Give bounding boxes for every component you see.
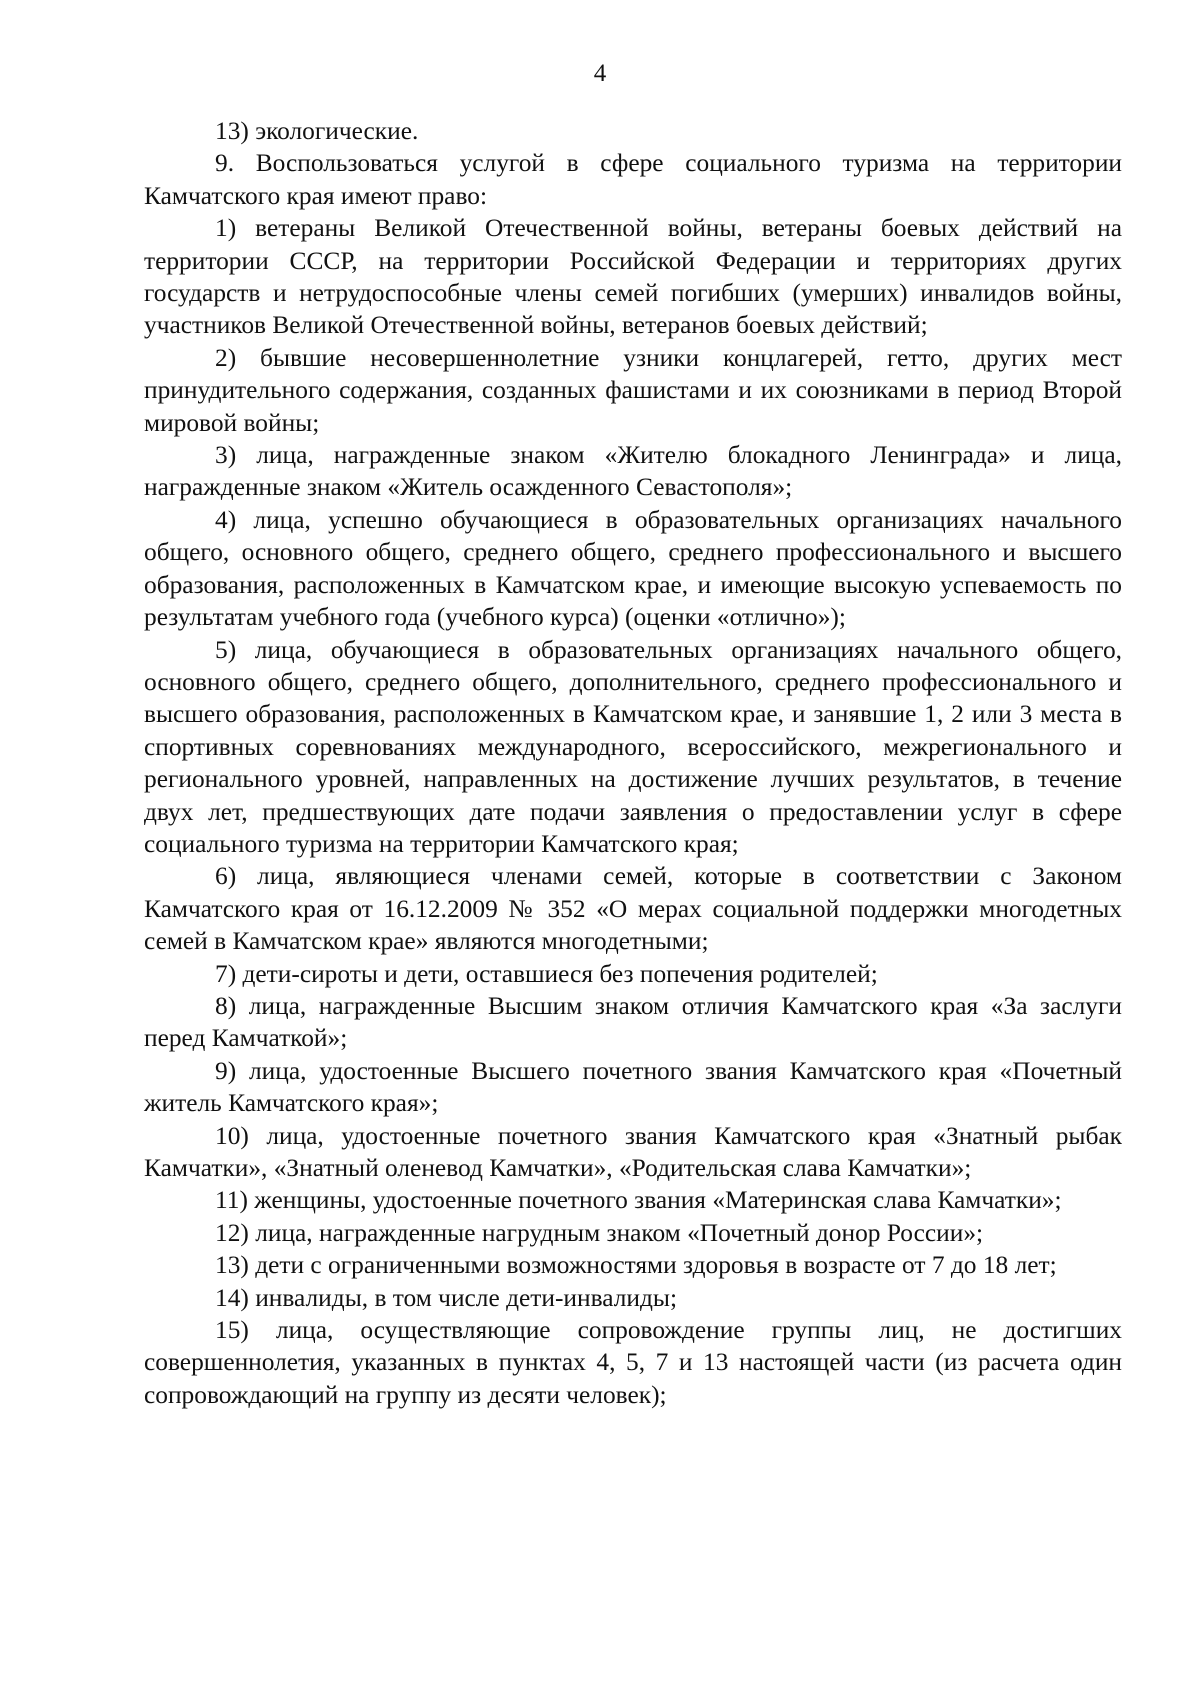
paragraph-item-11: 11) женщины, удостоенные почетного звания «Материнская слава Камчатки»; <box>215 1186 1062 1215</box>
paragraph-item-13-ecological: 13) экологические. <box>215 117 419 145</box>
paragraph-item-9: 9) лица, удостоенные Высшего почетного звания Камчатского края «Почетный житель Камчатского края»; <box>144 1056 1122 1118</box>
paragraph-item-2: 2) бывшие несовершеннолетние узники концлагерей, гетто, других мест принудительного содержания, созданных фашистами и их союзниками в период Второй мировой войны; <box>144 343 1122 437</box>
paragraph-item-14: 14) инвалиды, в том числе дети-инвалиды; <box>215 1283 678 1312</box>
paragraph-item-10: 10) лица, удостоенные почетного звания Камчатского края «Знатный рыбак Камчатки», «Знатный оленевод Камчатки», «Родительская слава Камчатки»; <box>144 1121 1122 1182</box>
paragraph-item-13: 13) дети с ограниченными возможностями здоровья в возрасте от 7 до 18 лет; <box>215 1251 1057 1280</box>
paragraph-item-15: 15) лица, осуществляющие сопровождение группы лиц, не достигших совершеннолетия, указанных в пунктах 4, 5, 7 и 13 настоящей части (из расчета один сопровождающий на группу из десяти человек); <box>144 1316 1122 1409</box>
paragraph-item-8: 8) лица, награжденные Высшим знаком отличия Камчатского края «За заслуги перед Камчаткой»; <box>144 991 1122 1053</box>
paragraph-item-1: 1) ветераны Великой Отечественной войны, ветераны боевых действий на территории СССР, на территории Российской Федерации и территориях других государств и нетрудоспособные члены семей погибших (умерших) инвалидов войны, участников Великой Отечественной войны, ветеранов боевых действий; <box>144 214 1122 340</box>
paragraph-item-12: 12) лица, награжденные нагрудным знаком «Почетный донор России»; <box>215 1218 984 1247</box>
paragraph-item-4: 4) лица, успешно обучающиеся в образовательных организациях начального общего, основного общего, среднего общего, среднего профессионального и высшего образования, расположенных в Камчатском крае, и имеющие высокую успеваемость по результатам учебного года (учебного курса) (оценки «отлично»); <box>144 505 1122 632</box>
document-body <box>144 115 1122 1411</box>
paragraph-item-7: 7) дети-сироты и дети, оставшиеся без попечения родителей; <box>215 959 878 988</box>
paragraph-item-6: 6) лица, являющиеся членами семей, которые в соответствии с Законом Камчатского края от 16.12.2009 № 352 «О мерах социальной поддержки многодетных семей в Камчатском крае» являются многодетными; <box>144 862 1122 956</box>
paragraph-item-5: 5) лица, обучающиеся в образовательных организациях начального общего, основного общего, среднего общего, дополнительного, среднего профессионального и высшего образования, расположенных в Камчатском крае, и занявшие 1, 2 или 3 места в спортивных соревнованиях международного, всероссийского, межрегионального и регионального уровней, направленных на достижение лучших результатов, в течение двух лет, предшествующих дате подачи заявления о предоставлении услуг в сфере социального туризма на территории Камчатского края; <box>144 635 1122 858</box>
paragraph-item-3: 3) лица, награжденные знаком «Жителю блокадного Ленинграда» и лица, награжденные знаком «Житель осажденного Севастополя»; <box>144 441 1122 502</box>
paragraph-section-9: 9. Воспользоваться услугой в сфере социального туризма на территории Камчатского края имеют право: <box>144 149 1122 210</box>
page-number: 4 <box>593 60 607 87</box>
